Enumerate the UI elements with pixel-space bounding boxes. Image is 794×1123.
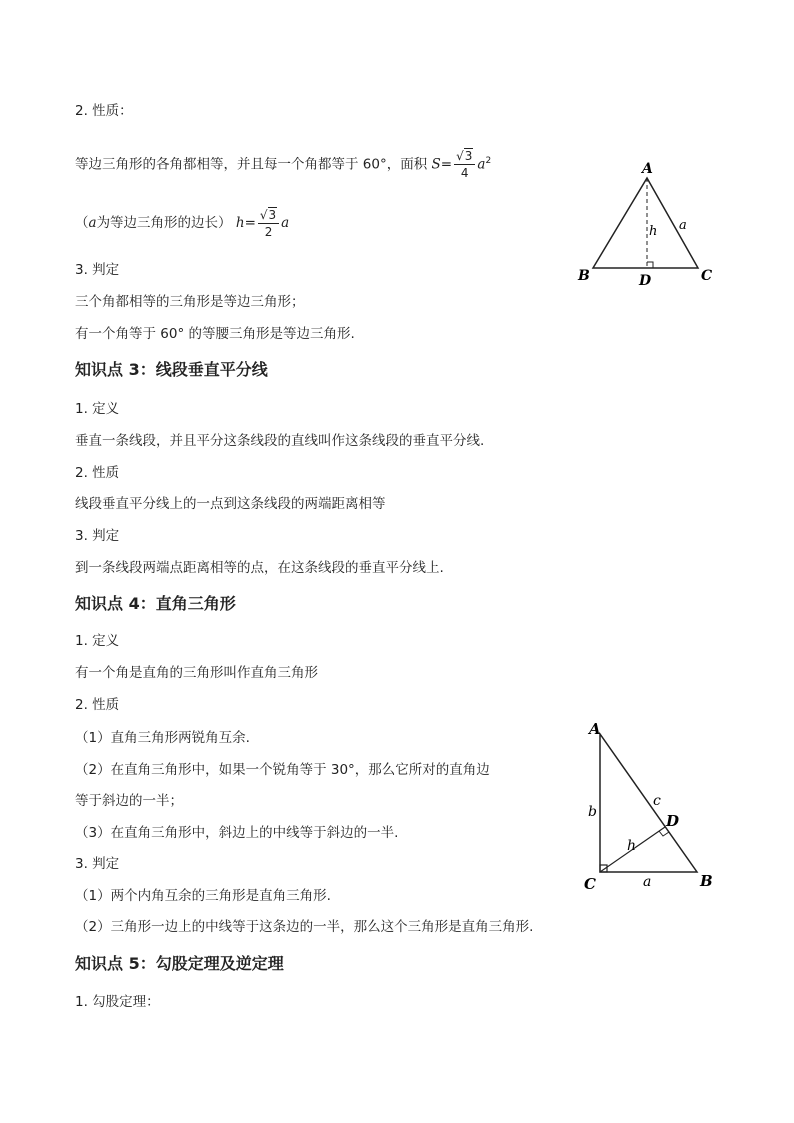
height-root-value: 3 bbox=[268, 207, 277, 222]
right-angle-mark bbox=[647, 262, 653, 268]
area-exponent: 2 bbox=[485, 156, 492, 166]
area-variable: a bbox=[477, 156, 486, 173]
kp4-prop-1: （1）直角三角形两锐角互余. bbox=[75, 730, 250, 746]
vertex-b-label: B bbox=[700, 872, 713, 890]
sqrt-symbol: √ bbox=[456, 149, 464, 163]
kp3-def-text: 垂直一条线段，并且平分这条线段的直线叫作这条线段的垂直平分线. bbox=[75, 433, 485, 449]
foot-d-label: D bbox=[639, 273, 652, 288]
height-equals: = bbox=[244, 215, 256, 231]
judge-item-1: 三个角都相等的三角形是等边三角形； bbox=[75, 294, 305, 310]
kp3-judge-text: 到一条线段两端点距离相等的点，在这条线段的垂直平分线上. bbox=[75, 560, 444, 576]
equilateral-property-text: 等边三角形的各角都相等，并且每一个角都等于 60°，面积 bbox=[75, 156, 428, 173]
kp3-def-title: 1. 定义 bbox=[75, 401, 120, 417]
kp3-heading: 知识点 3：线段垂直平分线 bbox=[75, 360, 268, 379]
foot-d-label: D bbox=[666, 812, 680, 830]
right-angle-mark-d bbox=[659, 831, 669, 836]
kp4-prop-2: （2）在直角三角形中，如果一个锐角等于 30°，那么它所对的直角边 bbox=[75, 762, 490, 778]
kp4-heading: 知识点 4：直角三角形 bbox=[75, 594, 236, 613]
side-variable: a bbox=[88, 215, 97, 231]
kp4-prop-2-cont: 等于斜边的一半； bbox=[75, 793, 183, 809]
judge-item-2: 有一个角等于 60° 的等腰三角形是等边三角形. bbox=[75, 326, 355, 342]
kp3-prop-title: 2. 性质 bbox=[75, 465, 120, 481]
side-length-line bbox=[75, 206, 289, 240]
kp4-prop-title: 2. 性质 bbox=[75, 697, 120, 713]
equilateral-triangle-figure bbox=[570, 158, 720, 288]
height-symbol: h bbox=[235, 215, 245, 231]
area-equals: = bbox=[440, 156, 453, 173]
kp4-judge-1: （1）两个内角互余的三角形是直角三角形. bbox=[75, 888, 331, 904]
side-a-label: a bbox=[679, 218, 687, 233]
side-b-label: b bbox=[588, 804, 597, 820]
side-c-label: c bbox=[653, 793, 661, 809]
sqrt-symbol: √ bbox=[259, 207, 268, 222]
kp4-prop-3: （3）在直角三角形中，斜边上的中线等于斜边的一半. bbox=[75, 825, 399, 841]
area-fraction bbox=[454, 148, 475, 181]
area-root-value: 3 bbox=[464, 149, 473, 163]
right-triangle-shape bbox=[600, 734, 697, 872]
kp4-def-text: 有一个角是直角的三角形叫作直角三角形 bbox=[75, 665, 318, 681]
height-fraction-numerator bbox=[258, 207, 279, 224]
height-variable: a bbox=[281, 215, 290, 231]
vertex-a-label: A bbox=[642, 161, 653, 177]
vertex-c-label: C bbox=[584, 875, 596, 893]
kp4-def-title: 1. 定义 bbox=[75, 633, 120, 649]
prop-title: 2. 性质： bbox=[75, 103, 133, 119]
side-length-text: 为等边三角形的边长） bbox=[96, 215, 232, 231]
kp5-item-1: 1. 勾股定理： bbox=[75, 994, 160, 1010]
altitude-h-label: h bbox=[627, 838, 637, 854]
kp3-prop-text: 线段垂直平分线上的一点到这条线段的两端距离相等 bbox=[75, 496, 386, 512]
area-symbol: S bbox=[431, 156, 441, 173]
height-fraction-denominator: 2 bbox=[264, 224, 273, 239]
height-h-label: h bbox=[649, 224, 658, 239]
side-a-label: a bbox=[643, 874, 652, 890]
right-triangle-figure bbox=[578, 712, 728, 897]
kp3-judge-title: 3. 判定 bbox=[75, 528, 120, 544]
judge-title: 3. 判定 bbox=[75, 262, 120, 278]
kp4-judge-2: （2）三角形一边上的中线等于这条边的一半，那么这个三角形是直角三角形. bbox=[75, 919, 534, 935]
vertex-c-label: C bbox=[701, 268, 713, 284]
height-fraction bbox=[258, 207, 279, 240]
vertex-a-label: A bbox=[589, 720, 601, 738]
equilateral-area-line bbox=[75, 144, 491, 178]
area-fraction-denominator: 4 bbox=[460, 166, 469, 180]
kp5-heading: 知识点 5：勾股定理及逆定理 bbox=[75, 954, 284, 973]
vertex-b-label: B bbox=[578, 268, 590, 284]
open-paren: （ bbox=[75, 215, 89, 231]
kp4-judge-title: 3. 判定 bbox=[75, 856, 120, 872]
area-fraction-numerator bbox=[454, 148, 475, 165]
